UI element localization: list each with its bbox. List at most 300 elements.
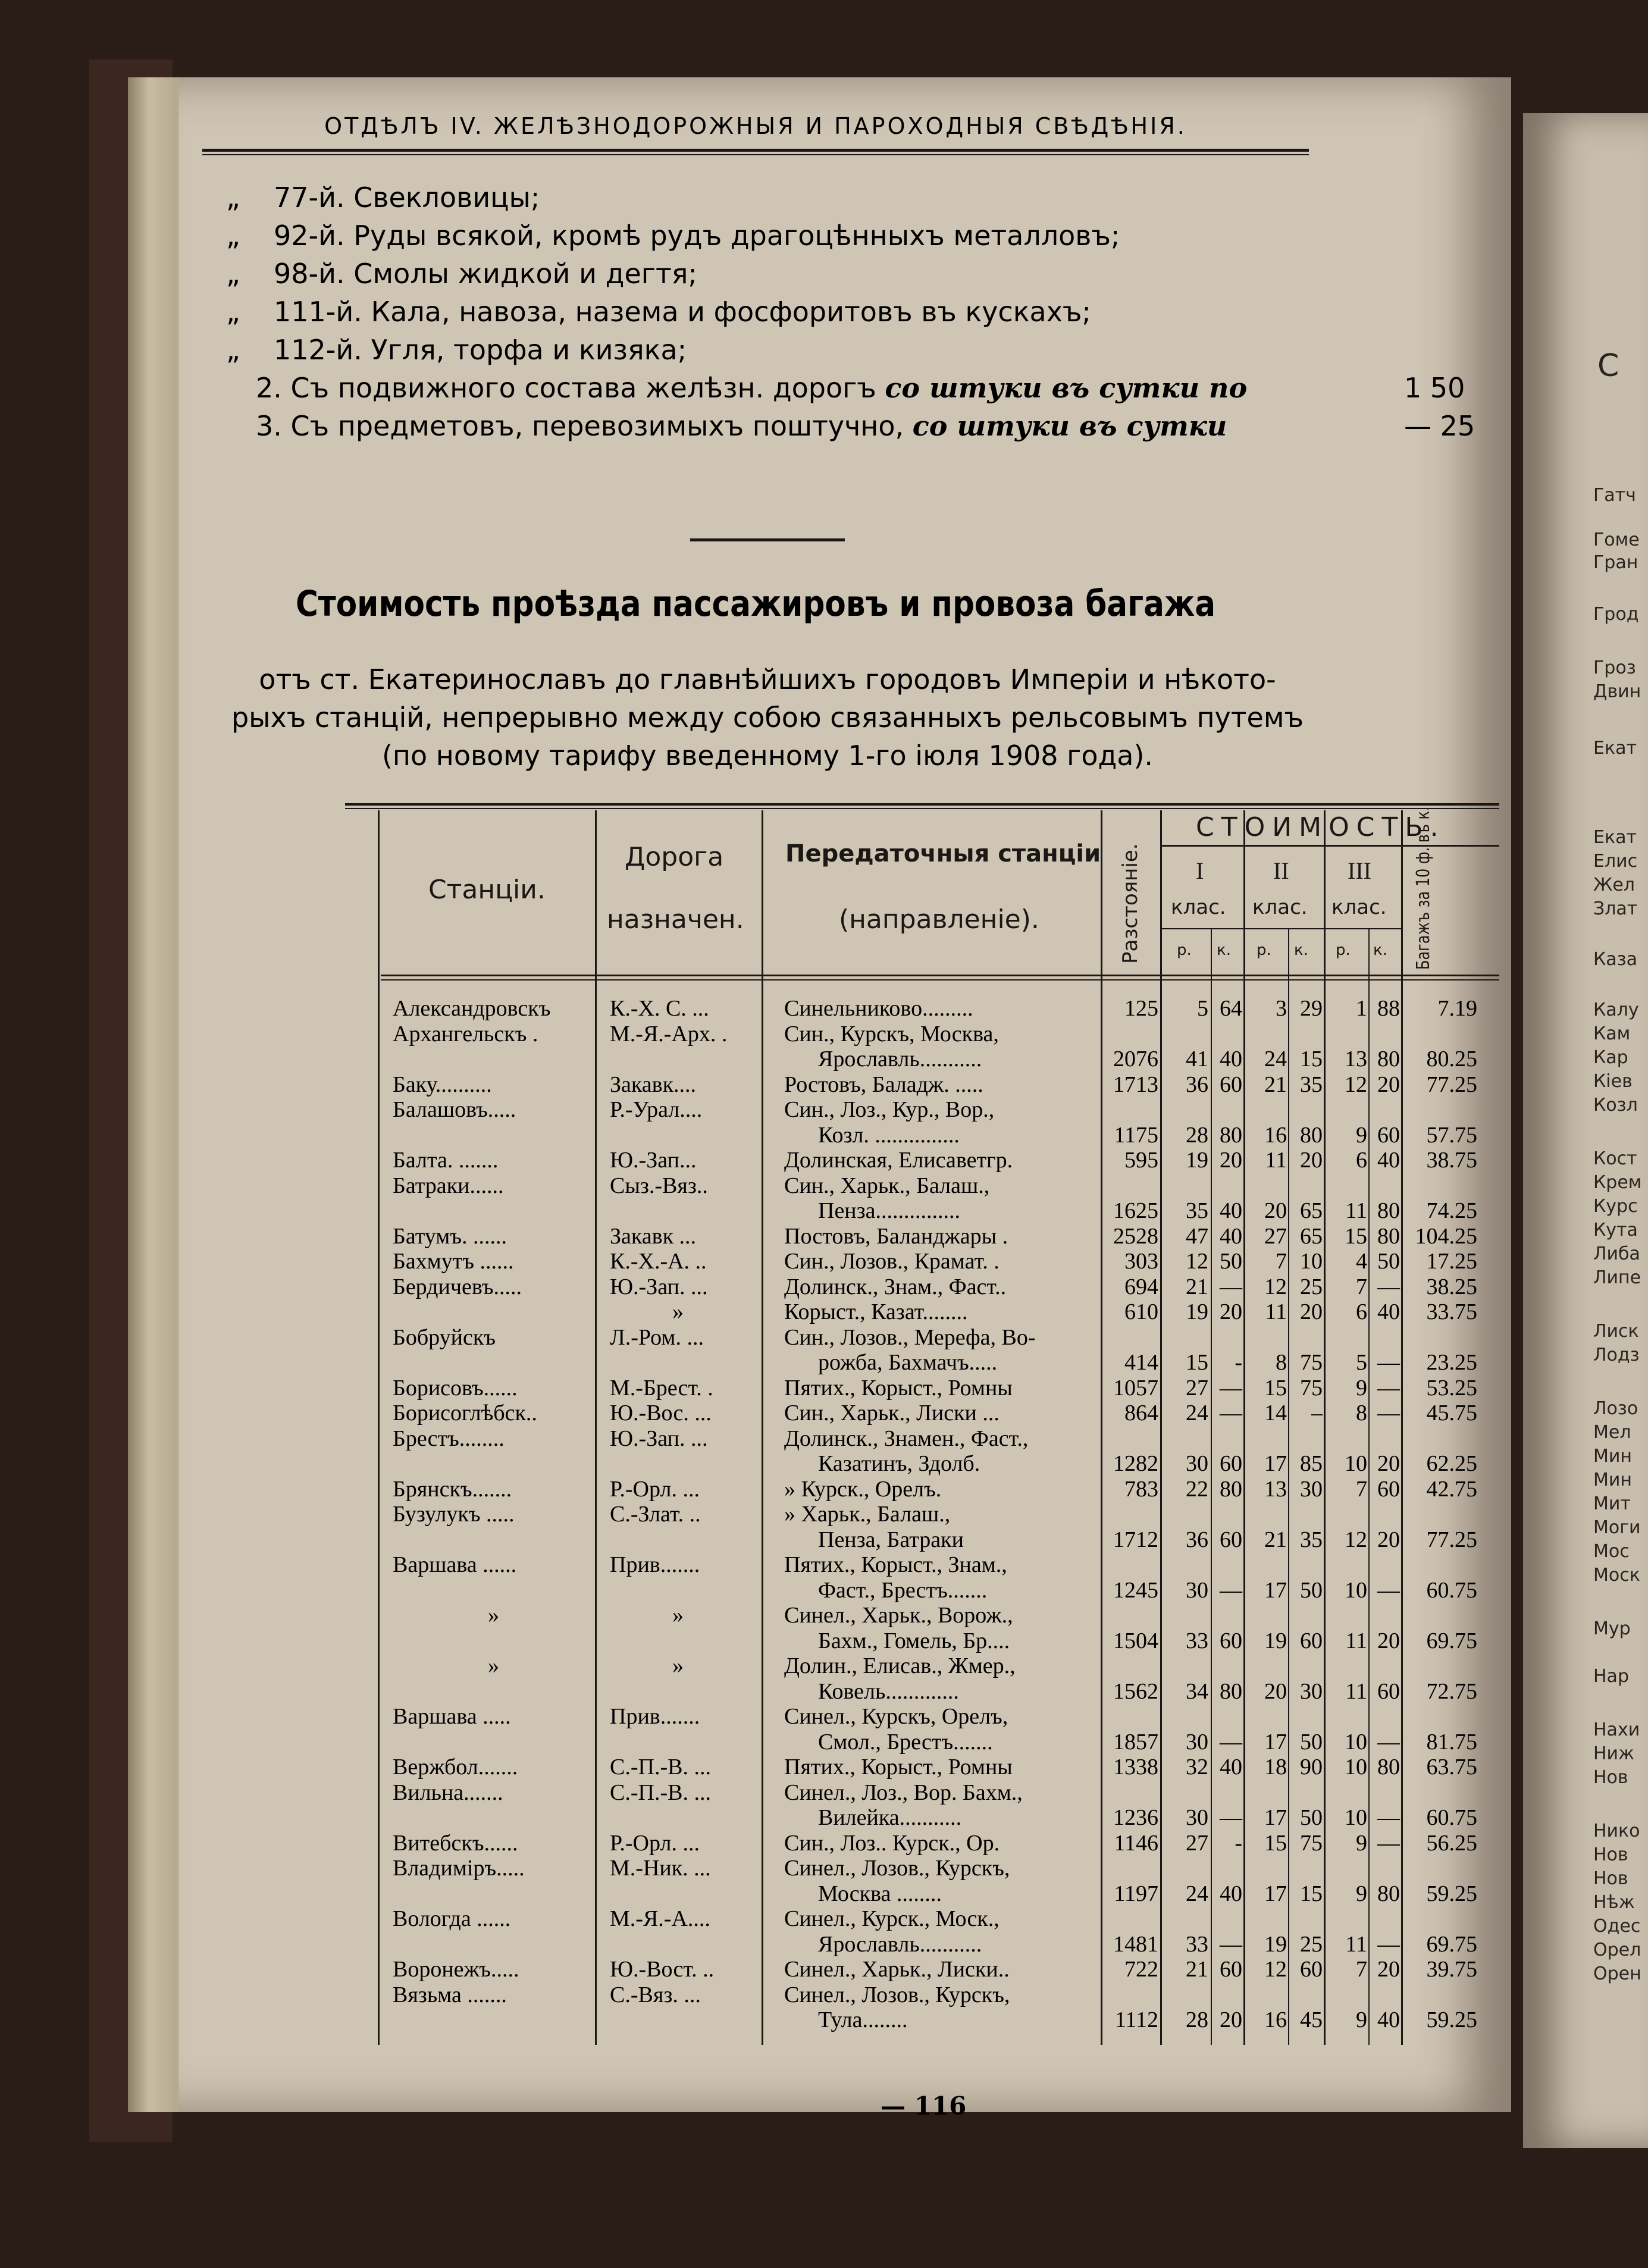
- cell-class2-kop: 20: [1300, 1148, 1323, 1173]
- cell-transfer: Синел., Курскъ, Орелъ,: [784, 1704, 1008, 1729]
- cell-class2-rub: 13: [1264, 1476, 1287, 1502]
- cell-road: Ю.-Зап. ...: [610, 1426, 708, 1451]
- cell-station: Баку..........: [393, 1072, 492, 1097]
- cell-class1-kop: 60: [1220, 1628, 1242, 1653]
- cell-distance: 1625: [1113, 1198, 1158, 1223]
- cell-baggage: 62.25: [1426, 1451, 1477, 1476]
- cell-distance: 783: [1124, 1476, 1158, 1502]
- facing-page: [1523, 113, 1648, 2148]
- facing-page-text: Мин: [1593, 1446, 1632, 1467]
- cell-baggage: 42.75: [1426, 1476, 1477, 1502]
- cell-baggage: 56.25: [1426, 1830, 1477, 1856]
- cell-class1-kop: -: [1235, 1830, 1242, 1856]
- page-edges: [128, 77, 181, 2112]
- cell-distance: 610: [1124, 1299, 1158, 1324]
- cell-transfer: Синел., Лозов., Курскъ,: [784, 1856, 1010, 1881]
- cell-station: Архангельскъ .: [393, 1021, 538, 1047]
- header-rub: р.: [1177, 941, 1192, 959]
- cell-station: Бахмутъ ......: [393, 1249, 514, 1274]
- cell-road: Закавк....: [610, 1072, 697, 1097]
- cell-class1-rub: 5: [1197, 996, 1208, 1021]
- cell-class2-kop: 80: [1300, 1122, 1323, 1148]
- cell-transfer: Син., Лозов., Мерефа, Во-: [784, 1324, 1036, 1350]
- header-class: III: [1348, 857, 1371, 884]
- cell-station: Бобруйскъ: [393, 1324, 496, 1350]
- cell-station: Вологда ......: [393, 1906, 511, 1931]
- cell-class2-rub: 17: [1264, 1729, 1287, 1755]
- facing-page-text: Жел: [1593, 875, 1635, 895]
- cell-class1-rub: 24: [1186, 1881, 1208, 1906]
- header-distance: Разстояніе.: [1118, 843, 1142, 964]
- cell-station: Вильна.......: [393, 1780, 503, 1805]
- cell-station: Балашовъ.....: [393, 1097, 516, 1122]
- header-baggage: Багажъ за 10 ф. въ к.: [1413, 806, 1434, 970]
- facing-page-text: Козл: [1593, 1095, 1638, 1116]
- cell-station: Вержбол.......: [393, 1755, 518, 1780]
- cell-transfer: Долин., Елисав., Жмер.,: [784, 1653, 1016, 1678]
- cell-class1-rub: 47: [1186, 1223, 1208, 1249]
- cell-distance: 1713: [1113, 1072, 1158, 1097]
- cell-road: М.-Я.-А....: [610, 1906, 710, 1931]
- cell-class1-rub: 21: [1186, 1274, 1208, 1299]
- cell-transfer: Долинск., Знамен., Фаст.,: [784, 1426, 1029, 1451]
- table-top-rule: [345, 808, 1499, 809]
- column-rule: [1243, 810, 1245, 2045]
- cell-class2-rub: 8: [1276, 1350, 1287, 1375]
- cell-transfer: Корыст., Казат........: [784, 1299, 968, 1324]
- cell-class2-kop: 90: [1300, 1755, 1323, 1780]
- cell-class2-rub: 18: [1264, 1755, 1287, 1780]
- cell-class1-kop: 80: [1220, 1122, 1242, 1148]
- list-item: „ 92-й. Руды всякой, кромѣ рудъ драгоцѣнныхъ металловъ;: [226, 220, 1120, 252]
- cell-class2-rub: 17: [1264, 1577, 1287, 1603]
- cell-class2-kop: 75: [1300, 1375, 1323, 1401]
- cell-distance: 694: [1124, 1274, 1158, 1299]
- cell-transfer: Ростовъ, Баладж. .....: [784, 1072, 983, 1097]
- header-cost: СТОИМОСТЬ.: [1196, 812, 1446, 842]
- cell-class3-kop: —: [1377, 1401, 1400, 1426]
- cell-class1-rub: 35: [1186, 1198, 1208, 1223]
- cell-class3-kop: —: [1377, 1577, 1400, 1603]
- header-rule: [202, 149, 1309, 155]
- cell-transfer: Пенза...............: [818, 1198, 961, 1223]
- cell-class3-rub: 4: [1356, 1249, 1367, 1274]
- cell-class1-rub: 21: [1186, 1957, 1208, 1982]
- cell-class3-kop: —: [1377, 1805, 1400, 1830]
- cell-distance: 414: [1124, 1350, 1158, 1375]
- cell-class3-kop: 60: [1377, 1122, 1400, 1148]
- cell-class1-rub: 30: [1186, 1451, 1208, 1476]
- cell-class3-kop: 20: [1377, 1072, 1400, 1097]
- cell-road: »: [672, 1653, 684, 1678]
- cell-station: »: [488, 1603, 499, 1628]
- cell-transfer: » Курск., Орелъ.: [784, 1476, 942, 1502]
- column-rule: [762, 810, 763, 2045]
- cell-class2-rub: 27: [1264, 1223, 1287, 1249]
- header-transfer: Передаточныя станціи: [785, 840, 1101, 867]
- cell-class3-rub: 8: [1356, 1401, 1367, 1426]
- cell-station: Вязьма .......: [393, 1982, 507, 2007]
- cell-baggage: 38.75: [1426, 1148, 1477, 1173]
- cell-class1-kop: 40: [1220, 1047, 1242, 1072]
- facing-page-text: Гран: [1593, 552, 1638, 573]
- charge-item: 3. Съ предметовъ, перевозимыхъ поштучно, со штуки въ сутки — 25: [256, 410, 1475, 442]
- facing-page-text: Мур: [1593, 1618, 1631, 1639]
- cell-road: К.-Х. С. ...: [610, 996, 709, 1021]
- cell-class1-rub: 19: [1186, 1148, 1208, 1173]
- cell-distance: 1338: [1113, 1755, 1158, 1780]
- subtitle-line: рыхъ станцій, непрерывно между собою связанныхъ рельсовымъ путемъ: [231, 701, 1304, 734]
- cell-class1-rub: 41: [1186, 1047, 1208, 1072]
- header-road: назначен.: [607, 904, 744, 935]
- cell-class1-kop: —: [1220, 1805, 1242, 1830]
- cell-class1-rub: 27: [1186, 1375, 1208, 1401]
- cell-class3-rub: 10: [1345, 1451, 1367, 1476]
- cell-baggage: 74.25: [1426, 1198, 1477, 1223]
- cell-road: Закавк ...: [610, 1223, 697, 1249]
- cell-class1-kop: 20: [1220, 2007, 1242, 2032]
- cell-class1-rub: 36: [1186, 1527, 1208, 1552]
- cell-transfer: Вилейка...........: [818, 1805, 962, 1830]
- cell-transfer: Синел., Харьк., Ворож.,: [784, 1603, 1013, 1628]
- cell-distance: 1112: [1114, 2007, 1158, 2032]
- cell-baggage: 60.75: [1426, 1805, 1477, 1830]
- section-title: Стоимость проѣзда пассажировъ и провоза багажа: [295, 583, 1216, 625]
- cell-class3-rub: 15: [1345, 1223, 1367, 1249]
- cell-class1-rub: 33: [1186, 1931, 1208, 1957]
- cell-class2-kop: 30: [1300, 1678, 1323, 1704]
- cell-transfer: Козл. ...............: [818, 1122, 960, 1148]
- cell-class3-rub: 10: [1345, 1577, 1367, 1603]
- header-class: II: [1273, 857, 1289, 884]
- cell-road: М.-Ник. ...: [610, 1856, 711, 1881]
- column-rule: [1401, 810, 1403, 2045]
- cell-road: Ю.-Зап. ...: [610, 1274, 708, 1299]
- facing-page-text: Липе: [1593, 1267, 1641, 1288]
- cell-baggage: 59.25: [1426, 2007, 1477, 2032]
- cell-road: »: [672, 1299, 684, 1324]
- cell-distance: 1712: [1113, 1527, 1158, 1552]
- cell-class2-rub: 12: [1264, 1957, 1287, 1982]
- section-subtitle: [202, 660, 1333, 775]
- cell-distance: 1504: [1113, 1628, 1158, 1653]
- cell-transfer: Тула........: [818, 2007, 908, 2032]
- header-class: I: [1196, 857, 1204, 884]
- facing-page-text: Мин: [1593, 1470, 1632, 1490]
- cell-class3-rub: 12: [1345, 1527, 1367, 1552]
- cell-class1-kop: —: [1220, 1577, 1242, 1603]
- cell-station: Воронежъ.....: [393, 1957, 519, 1982]
- cell-transfer: Постовъ, Баланджары .: [784, 1223, 1008, 1249]
- facing-page-text: Лодз: [1593, 1345, 1640, 1365]
- cell-class2-rub: 19: [1264, 1931, 1287, 1957]
- cell-class2-kop: 50: [1300, 1805, 1323, 1830]
- cell-baggage: 69.75: [1426, 1628, 1477, 1653]
- cell-distance: 2076: [1113, 1047, 1158, 1072]
- cell-distance: 125: [1124, 996, 1158, 1021]
- list-item: „ 111-й. Кала, навоза, назема и фосфоритовъ въ кускахъ;: [226, 296, 1091, 328]
- facing-page-text: Екат: [1593, 827, 1637, 848]
- cell-class3-rub: 9: [1356, 2007, 1367, 2032]
- cell-class3-kop: —: [1377, 1375, 1400, 1401]
- cell-baggage: 53.25: [1426, 1375, 1477, 1401]
- list-item: „ 98-й. Смолы жидкой и дегтя;: [226, 258, 697, 290]
- facing-page-text: Нѣж: [1593, 1892, 1635, 1913]
- cell-class3-kop: 80: [1377, 1047, 1400, 1072]
- facing-page-text: Мос: [1593, 1541, 1630, 1562]
- cell-baggage: 38.25: [1426, 1274, 1477, 1299]
- facing-page-text: Моск: [1593, 1565, 1640, 1586]
- cell-class2-kop: 25: [1300, 1274, 1323, 1299]
- cell-class2-rub: 7: [1276, 1249, 1287, 1274]
- cell-distance: 1857: [1113, 1729, 1158, 1755]
- cell-class2-rub: 17: [1264, 1881, 1287, 1906]
- cell-station: Батумъ. ......: [393, 1223, 507, 1249]
- cell-road: М.-Брест. .: [610, 1375, 713, 1401]
- cell-road: С.-П.-В. ...: [610, 1755, 711, 1780]
- cell-class3-rub: 12: [1345, 1072, 1367, 1097]
- cell-class1-kop: 80: [1220, 1476, 1242, 1502]
- cell-transfer: Син., Харьк., Лиски ...: [784, 1401, 1000, 1426]
- cell-road: М.-Я.-Арх. .: [610, 1021, 728, 1047]
- cell-class2-rub: 20: [1264, 1198, 1287, 1223]
- cell-station: Бузулукъ .....: [393, 1502, 515, 1527]
- cell-class2-kop: 25: [1300, 1931, 1323, 1957]
- list-item: „ 77-й. Свекловицы;: [226, 181, 540, 214]
- facing-page-text: Орел: [1593, 1940, 1641, 1960]
- cell-baggage: 77.25: [1426, 1527, 1477, 1552]
- cell-class3-rub: 9: [1356, 1122, 1367, 1148]
- cell-transfer: Пятих., Корыст., Ромны: [784, 1375, 1013, 1401]
- facing-page-text: Нико: [1593, 1821, 1640, 1841]
- header-kop: к.: [1373, 941, 1387, 959]
- cell-station: Батраки......: [393, 1173, 504, 1198]
- facing-page-text: Гроз: [1593, 657, 1636, 678]
- cell-class1-rub: 33: [1186, 1628, 1208, 1653]
- cell-class1-kop: -: [1235, 1350, 1242, 1375]
- cell-baggage: 57.75: [1426, 1122, 1477, 1148]
- cell-station: Владиміръ.....: [393, 1856, 525, 1881]
- facing-page-text: Гоме: [1593, 530, 1640, 550]
- cell-distance: 1175: [1114, 1122, 1158, 1148]
- list-item: „ 112-й. Угля, торфа и кизяка;: [226, 334, 687, 366]
- cell-transfer: Пенза, Батраки: [818, 1527, 964, 1552]
- cell-class3-rub: 7: [1356, 1274, 1367, 1299]
- column-rule: [1211, 928, 1212, 2045]
- cell-class3-rub: 10: [1345, 1805, 1367, 1830]
- cell-transfer: » Харьк., Балаш.,: [784, 1502, 951, 1527]
- cell-distance: 303: [1124, 1249, 1158, 1274]
- cell-class2-rub: 21: [1264, 1072, 1287, 1097]
- facing-page-text: Ниж: [1593, 1743, 1635, 1764]
- cell-transfer: Ярославль...........: [818, 1931, 982, 1957]
- cell-class1-rub: 19: [1186, 1299, 1208, 1324]
- cell-class1-kop: 80: [1220, 1678, 1242, 1704]
- cell-road: С.-П.-В. ...: [610, 1780, 711, 1805]
- cell-class2-kop: 60: [1300, 1628, 1323, 1653]
- facing-page-text: Кута: [1593, 1220, 1638, 1240]
- cell-distance: 1146: [1114, 1830, 1158, 1856]
- cell-class3-kop: —: [1377, 1350, 1400, 1375]
- cell-class2-rub: 17: [1264, 1451, 1287, 1476]
- cell-class3-kop: 60: [1377, 1678, 1400, 1704]
- cell-class2-kop: 50: [1300, 1729, 1323, 1755]
- cell-class3-rub: 9: [1356, 1830, 1367, 1856]
- facing-page-text: Грод: [1593, 604, 1639, 625]
- facing-page-text: Лиск: [1593, 1321, 1639, 1342]
- cell-class1-kop: 40: [1220, 1755, 1242, 1780]
- cell-station: Брестъ........: [393, 1426, 505, 1451]
- facing-page-text: Одес: [1593, 1916, 1641, 1937]
- cell-transfer: Москва ........: [818, 1881, 942, 1906]
- cell-road: Ю.-Вос. ...: [610, 1401, 712, 1426]
- header-road: Дорога: [625, 842, 724, 872]
- facing-page-text: Лозо: [1593, 1398, 1638, 1419]
- cell-class1-rub: 15: [1186, 1350, 1208, 1375]
- header-klas: клас.: [1171, 895, 1226, 919]
- cell-class2-kop: 45: [1300, 2007, 1323, 2032]
- cell-baggage: 23.25: [1426, 1350, 1477, 1375]
- cell-road: Ю.-Зап...: [610, 1148, 697, 1173]
- cell-class3-rub: 5: [1356, 1350, 1367, 1375]
- cell-class1-kop: 60: [1220, 1957, 1242, 1982]
- cell-class2-kop: 85: [1300, 1451, 1323, 1476]
- cell-class2-rub: 15: [1264, 1375, 1287, 1401]
- cell-class2-kop: 20: [1300, 1299, 1323, 1324]
- cell-class1-rub: 28: [1186, 2007, 1208, 2032]
- cell-class2-rub: 16: [1264, 2007, 1287, 2032]
- facing-page-text: Моги: [1593, 1517, 1641, 1538]
- cell-transfer: Син., Курскъ, Москва,: [784, 1021, 999, 1047]
- cell-station: Борисоглѣбск..: [393, 1401, 537, 1426]
- cell-transfer: Синел., Курск., Моск.,: [784, 1906, 1000, 1931]
- facing-page-text: Кост: [1593, 1148, 1637, 1169]
- cell-distance: 1245: [1113, 1577, 1158, 1603]
- cell-baggage: 69.75: [1426, 1931, 1477, 1957]
- cell-distance: 722: [1124, 1957, 1158, 1982]
- cell-class3-kop: 40: [1377, 1148, 1400, 1173]
- facing-page-text: Нов: [1593, 1868, 1628, 1889]
- facing-page-text: Мит: [1593, 1493, 1631, 1514]
- cell-road: С.-Вяз. ...: [610, 1982, 701, 2007]
- cell-class1-rub: 36: [1186, 1072, 1208, 1097]
- facing-page-text: Нов: [1593, 1767, 1628, 1788]
- facing-page-text: Орен: [1593, 1963, 1641, 1984]
- cell-transfer: Долинская, Елисаветгр.: [784, 1148, 1013, 1173]
- cell-class3-rub: 10: [1345, 1729, 1367, 1755]
- cell-transfer: Синел., Лозов., Курскъ,: [784, 1982, 1010, 2007]
- header-kop: к.: [1217, 941, 1231, 959]
- cell-class3-rub: 7: [1356, 1476, 1367, 1502]
- cell-class1-kop: 60: [1220, 1072, 1242, 1097]
- header-klas: клас.: [1252, 895, 1308, 919]
- cell-class2-rub: 19: [1264, 1628, 1287, 1653]
- cell-class2-kop: 15: [1300, 1047, 1323, 1072]
- cell-class1-kop: —: [1220, 1729, 1242, 1755]
- cell-station: Варшава .....: [393, 1704, 511, 1729]
- cell-baggage: 104.25: [1415, 1223, 1477, 1249]
- cell-class2-rub: 3: [1276, 996, 1287, 1021]
- facing-page-text: Кар: [1593, 1047, 1628, 1068]
- cell-class3-kop: 20: [1377, 1527, 1400, 1552]
- cell-transfer: Долинск., Знам., Фаст..: [784, 1274, 1007, 1299]
- cell-class2-rub: 14: [1264, 1401, 1287, 1426]
- cell-road: Прив.......: [610, 1704, 700, 1729]
- cell-class2-rub: 11: [1265, 1148, 1287, 1173]
- header-station: Станціи.: [428, 875, 546, 905]
- cell-class1-rub: 27: [1186, 1830, 1208, 1856]
- cell-road: »: [672, 1603, 684, 1628]
- cell-road: Л.-Ром. ...: [610, 1324, 704, 1350]
- cell-station: Брянскъ.......: [393, 1476, 512, 1502]
- header-rub: р.: [1257, 941, 1271, 959]
- cell-road: Р.-Урал....: [610, 1097, 703, 1122]
- cell-station: Борисовъ......: [393, 1375, 518, 1401]
- cell-class2-kop: –: [1311, 1401, 1323, 1426]
- cell-class2-rub: 12: [1264, 1274, 1287, 1299]
- cell-class2-kop: 75: [1300, 1830, 1323, 1856]
- page-header: ОТДѢЛЪ IV. ЖЕЛѢЗНОДОРОЖНЫЯ И ПАРОХОДНЫЯ СВѢДѢНІЯ.: [324, 113, 1187, 139]
- cell-baggage: 59.25: [1426, 1881, 1477, 1906]
- header-kop: к.: [1294, 941, 1308, 959]
- cell-class3-kop: 50: [1377, 1249, 1400, 1274]
- cell-transfer: рожба, Бахмачъ.....: [818, 1350, 998, 1375]
- cell-class1-kop: —: [1220, 1375, 1242, 1401]
- cell-class3-kop: 80: [1377, 1223, 1400, 1249]
- cell-class3-rub: 10: [1345, 1755, 1367, 1780]
- cell-class3-kop: 80: [1377, 1198, 1400, 1223]
- cell-class3-kop: 40: [1377, 2007, 1400, 2032]
- cell-distance: 1481: [1113, 1931, 1158, 1957]
- cell-class2-rub: 11: [1265, 1299, 1287, 1324]
- cell-class3-kop: —: [1377, 1830, 1400, 1856]
- column-rule: [1288, 928, 1289, 2045]
- cell-road: Сыз.-Вяз..: [610, 1173, 708, 1198]
- facing-page-text: Либа: [1593, 1243, 1640, 1264]
- cell-station: »: [488, 1653, 499, 1678]
- cell-class3-rub: 1: [1356, 996, 1367, 1021]
- cell-transfer: Синел., Харьк., Лиски..: [784, 1957, 1010, 1982]
- cell-class1-kop: 64: [1220, 996, 1242, 1021]
- cell-class2-rub: 21: [1264, 1527, 1287, 1552]
- cell-class2-kop: 75: [1300, 1350, 1323, 1375]
- subtitle-line: отъ ст. Екатеринославъ до главнѣйшихъ городовъ Имперіи и нѣкото-: [259, 663, 1276, 696]
- header-klas: клас.: [1331, 895, 1387, 919]
- cell-class3-kop: 40: [1377, 1299, 1400, 1324]
- cell-class1-rub: 22: [1186, 1476, 1208, 1502]
- column-rule: [1101, 810, 1102, 2045]
- cell-class1-kop: —: [1220, 1274, 1242, 1299]
- cell-baggage: 33.75: [1426, 1299, 1477, 1324]
- cell-transfer: Син., Лозов., Крамат. .: [784, 1249, 1000, 1274]
- cell-transfer: Смол., Брестъ.......: [818, 1729, 993, 1755]
- cell-class3-kop: 60: [1377, 1476, 1400, 1502]
- cell-class1-kop: 50: [1220, 1249, 1242, 1274]
- cell-class2-kop: 15: [1300, 1881, 1323, 1906]
- cell-baggage: 72.75: [1426, 1678, 1477, 1704]
- cell-class3-kop: 88: [1377, 996, 1400, 1021]
- facing-page-text: Екат: [1593, 738, 1637, 759]
- facing-page-text: Калу: [1593, 1000, 1639, 1020]
- charge-item: 2. Съ подвижного состава желѣзн. дорогъ со штуки въ сутки по 1 50: [256, 372, 1465, 404]
- cell-class1-kop: 40: [1220, 1198, 1242, 1223]
- cell-baggage: 39.75: [1426, 1957, 1477, 1982]
- facing-page-letter: С: [1597, 348, 1619, 384]
- cell-distance: 1057: [1113, 1375, 1158, 1401]
- cell-class3-kop: —: [1377, 1274, 1400, 1299]
- cell-baggage: 45.75: [1426, 1401, 1477, 1426]
- cell-class1-kop: 60: [1220, 1527, 1242, 1552]
